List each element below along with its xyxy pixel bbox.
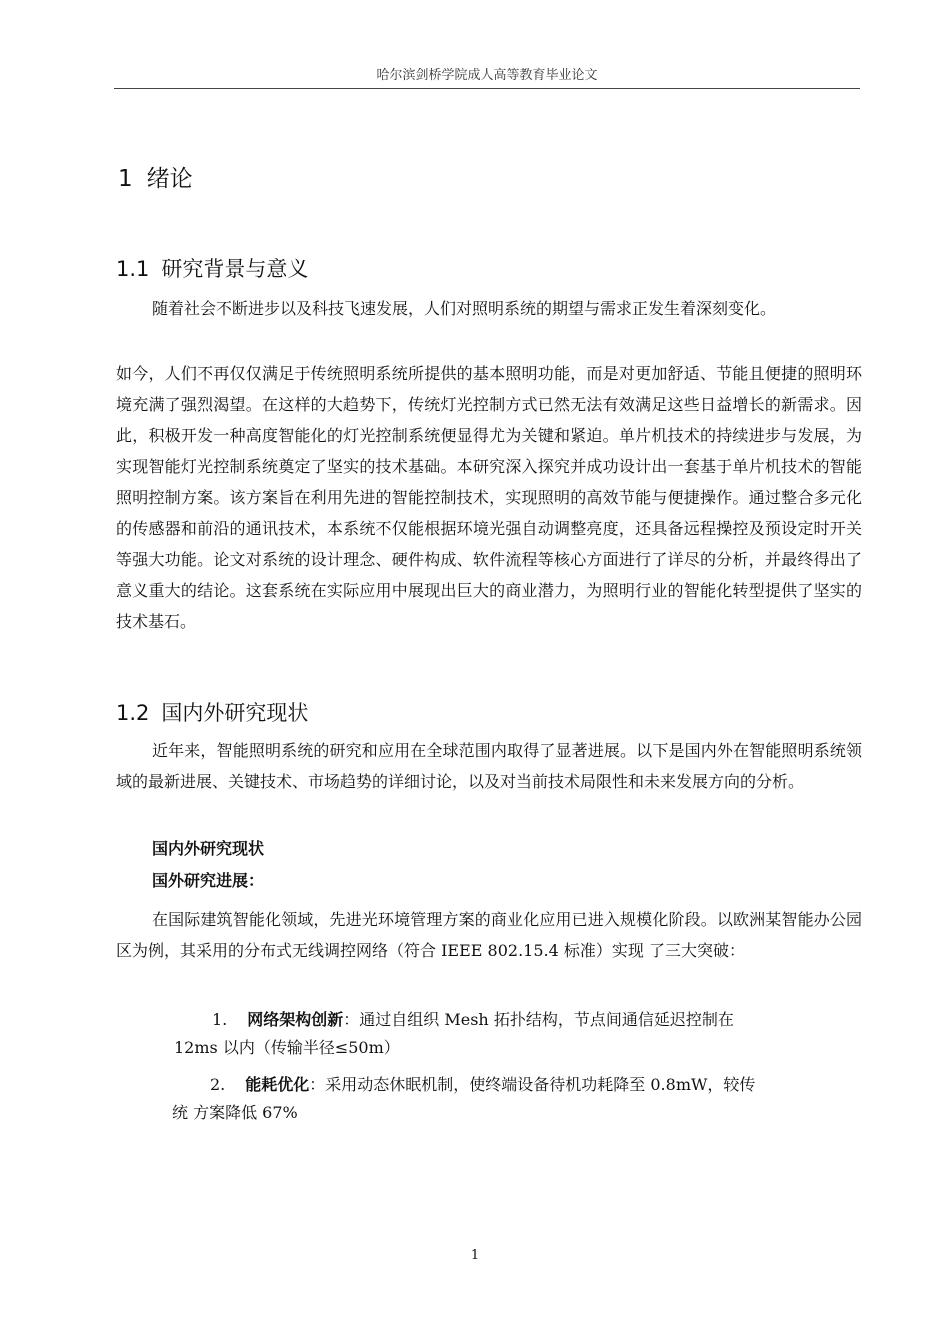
subheading-foreign-progress: 国外研究进展：: [152, 871, 265, 890]
subheading-research-status: 国内外研究现状: [152, 839, 265, 858]
section-heading-1-1: [116, 253, 308, 283]
list-item-text: ：采用动态休眠机制，使终端设备待机功耗降至 0.8mW，较传: [309, 1075, 756, 1094]
header-rule: [114, 88, 860, 89]
list-item-text: ：通过自组织 Mesh 拓扑结构，节点间通信延迟控制在: [343, 1010, 734, 1029]
chapter-title: 绪论: [146, 166, 193, 192]
list-item-label: 网络架构创新: [247, 1010, 344, 1029]
section-heading-1-2: [116, 697, 308, 727]
section-number: 1.2: [116, 701, 150, 725]
list-item: [174, 1006, 854, 1062]
chapter-number: 1: [118, 166, 133, 192]
list-item-label: 能耗优化: [245, 1075, 310, 1094]
list-item-continuation: 统 方案降低 67%: [172, 1103, 298, 1122]
section-title: 国内外研究现状: [161, 701, 309, 725]
paragraph-status-intro: 近年来，智能照明系统的研究和应用在全球范围内取得了显著进展。以下是国内外在智能照明系统领域的最新进展、关键技术、市场趋势的详细讨论，以及对当前技术局限性和未来发展方向的分析。: [116, 741, 862, 791]
paragraph-foreign-progress: 在国际建筑智能化领域，先进光环境管理方案的商业化应用已进入规模化阶段。以欧洲某智能办公园区为例，其采用的分布式无线调控网络（符合 IEEE 802.15.4 标准）实现 了三大突破：: [116, 910, 862, 960]
paragraph-background-intro: 随着社会不断进步以及科技飞速发展，人们对照明系统的期望与需求正发生着深刻变化。: [152, 299, 777, 318]
running-header: 哈尔滨剑桥学院成人高等教育毕业论文: [376, 68, 598, 83]
section-number: 1.1: [116, 257, 150, 281]
paragraph-background-body: 如今，人们不再仅仅满足于传统照明系统所提供的基本照明功能，而是对更加舒适、节能且便捷的照明环境充满了强烈渴望。在这样的大趋势下，传统灯光控制方式已然无法有效满足这些日益增长的新需求。因此，积极开发一种高度智能化的灯光控制系统便显得尤为关键和紧迫。单片机技术的持续进步与发展，为实现智能灯光控制系统奠定了坚实的技术基础。本研究深入探究并成功设计出一套基于单片机技术的智能照明控制方案。该方案旨在利用先进的智能控制技术，实现照明的高效节能与便捷操作。通过整合多元化的传感器和前沿的通讯技术，本系统不仅能根据环境光强自动调整亮度，还具备远程操控及预设定时开关等强大功能。论文对系统的设计理念、硬件构成、软件流程等核心方面进行了详尽的分析，并最终得出了意义重大的结论。这套系统在实际应用中展现出巨大的商业潜力，为照明行业的智能化转型提供了坚实的技术基石。: [116, 364, 862, 631]
list-item-continuation: 12ms 以内（传输半径≤50m）: [174, 1038, 400, 1057]
list-item: [172, 1071, 862, 1127]
list-item-number: 2.: [210, 1075, 226, 1094]
list-item-number: 1.: [212, 1010, 228, 1029]
section-title: 研究背景与意义: [161, 257, 309, 281]
page-number: 1: [470, 1248, 480, 1263]
chapter-heading: [118, 160, 193, 193]
